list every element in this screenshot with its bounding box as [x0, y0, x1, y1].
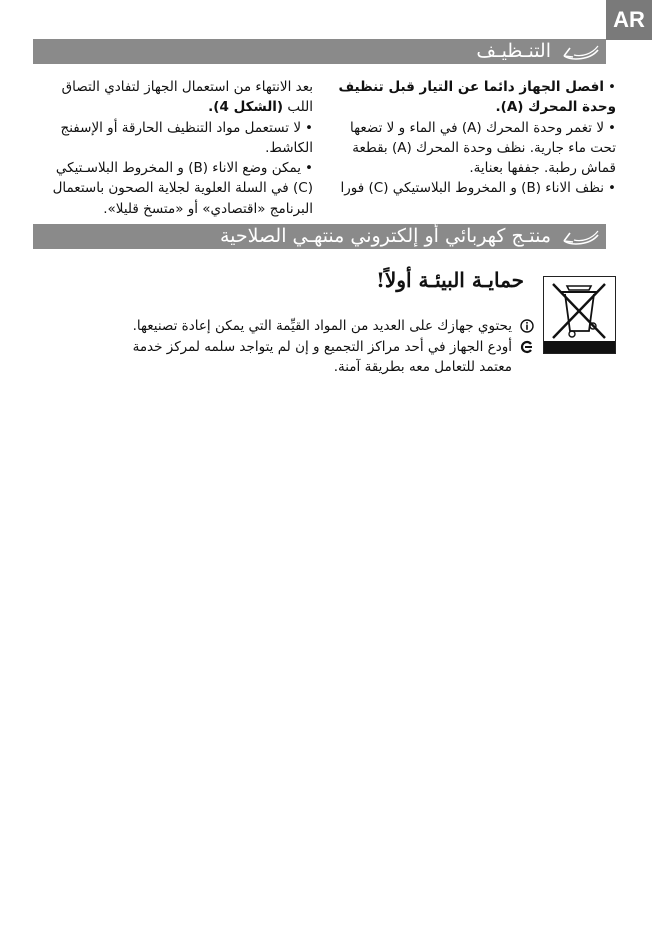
- weee-header-bar: [33, 224, 606, 249]
- cleaning-step-3: • نظف الاناء (B) و المخروط البلاستيكي (C) فورا: [333, 178, 616, 198]
- environment-list: [124, 316, 534, 378]
- curved-arrow-icon: [558, 227, 602, 247]
- cleaning-step-2: • لا تغمر وحدة المحرك (A) في الماء و لا تضعها تحت ماء جارية. نظف وحدة المحرك (A) بقطعة قماش رطبة. جففها بعناية.: [333, 118, 616, 179]
- cleaning-section-title: التنـظيـف: [476, 40, 551, 62]
- cleaning-right-column: [333, 77, 616, 199]
- curved-arrow-icon: [558, 42, 602, 62]
- weee-section-title: منتـج كهربائي أو إلكتروني منتهـي الصلاحية: [219, 225, 551, 247]
- cleaning-step-1: • افصل الجهاز دائما عن التيار قبل تنظيف وحدة المحرك (A).: [333, 77, 616, 118]
- cleaning-dishwasher-note: • يمكن وضع الاناء (B) و المخروط البلاسـتيكي (C) في السلة العلوية لجلاية الصحون باستعمال البرنامج «اقتصادي» أو «متسخ قليلا».: [33, 158, 313, 219]
- cleaning-left-column: [33, 77, 313, 219]
- info-circle-icon: [520, 319, 534, 333]
- environment-item: يحتوي جهازك على العديد من المواد القيِّمة التي يمكن إعادة تصنيعها.: [124, 316, 534, 337]
- recycle-drop-icon: [520, 340, 534, 354]
- cleaning-warning-abrasives: • لا تستعمل مواد التنظيف الحارقة أو الإسفنج الكاشط.: [33, 118, 313, 159]
- language-tab: AR: [606, 0, 652, 40]
- environment-title: حمايـة البيئـة أولاً!: [376, 268, 524, 292]
- cleaning-header-bar: [33, 39, 606, 64]
- cleaning-continuation: بعد الانتهاء من استعمال الجهاز لتفادي التصاق اللب (الشكل 4).: [61, 79, 313, 116]
- environment-item: أودع الجهاز في أحد مراكز التجميع و إن لم يتواجد سلمه لمركز خدمة معتمد للتعامل معه بطريقة آمنة.: [124, 337, 534, 378]
- crossed-bin-icon: [543, 276, 616, 354]
